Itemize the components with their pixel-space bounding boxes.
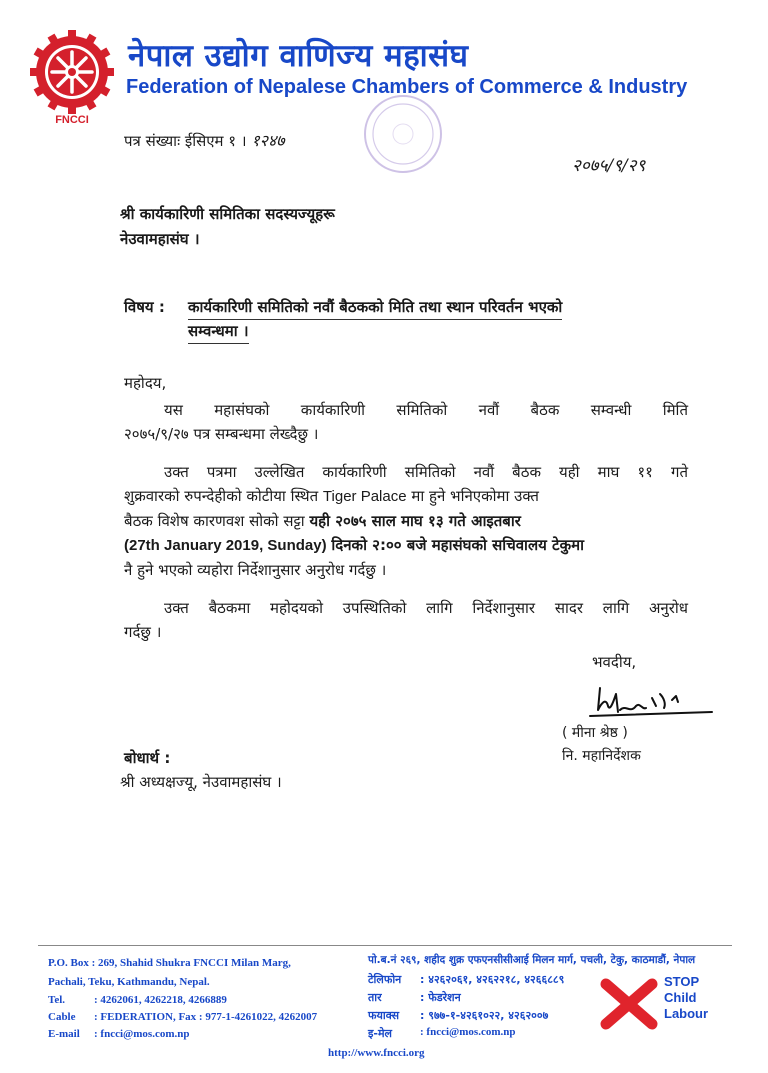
letter-date: २०७५/९/२९ xyxy=(572,156,646,176)
footer-cable-label: Cable xyxy=(48,1011,76,1023)
new-meeting-date-english: (27th January 2019, Sunday) xyxy=(124,537,327,554)
closing: भवदीय, xyxy=(592,653,637,671)
signature xyxy=(580,680,715,722)
reference-handwritten-number: १२४७ xyxy=(251,131,285,150)
footer-tel-label: Tel. xyxy=(48,994,66,1006)
footer-tel-value-nepali: : ४२६२०६१, ४२६२२१८, ४२६६८८९ xyxy=(420,973,565,986)
footer-email-label-nepali: इ-मेल xyxy=(368,1027,393,1040)
footer-email-value-nepali: : fncci@mos.com.np xyxy=(420,1026,516,1038)
footer-cable-value: : FEDERATION, Fax : 977-1-4261022, 4262007 xyxy=(94,1011,318,1023)
new-meeting-date-nepali: यही २०७५ साल माघ १३ गते आइतबार xyxy=(309,512,521,530)
stop-child-labour-mark xyxy=(598,978,660,1030)
stop-child-labour-text xyxy=(664,974,708,1022)
recipient-line-1: श्री कार्यकारिणी समितिका सदस्यज्यूहरू xyxy=(120,205,335,223)
paragraph-1-line-2: २०७५/९/२७ पत्र सम्बन्धमा लेख्दैछु । xyxy=(124,425,319,443)
footer-fax-value-nepali: : ९७७-१-४२६१०२२, ४२६२००७ xyxy=(420,1009,549,1022)
paragraph-3 xyxy=(124,596,688,644)
signature-icon xyxy=(580,680,715,722)
stop-line-3: Labour xyxy=(664,1006,709,1021)
paragraph-1-line-1: यस महासंघको कार्यकारिणी समितिको नवौं बैठक सम्वन्धी मिति xyxy=(164,401,688,419)
footer-address-line-1: P.O. Box : 269, Shahid Shukra FNCCI Milan Marg, xyxy=(48,957,291,969)
paragraph-3-line-2: गर्दछु । xyxy=(124,623,162,641)
footer-fax-label-nepali: फयाक्स xyxy=(368,1009,400,1022)
gear-logo-icon xyxy=(28,28,116,116)
paragraph-2-line-2-b: मा हुने भनिएकोमा उक्त xyxy=(411,487,539,505)
footer-email-label: E-mail xyxy=(48,1028,80,1040)
footer-cable-label-nepali: तार xyxy=(368,991,382,1004)
paragraph-2-line-2 xyxy=(124,484,688,509)
red-x-icon xyxy=(598,978,660,1030)
reference-number xyxy=(124,129,285,151)
paragraph-2 xyxy=(124,460,688,582)
recipient-line-2: नेउवामहासंघ । xyxy=(120,230,200,248)
paragraph-3-line-1: उक्त बैठकमा महोदयको उपस्थितिको लागि निर्देशानुसार सादर लागि अनुरोध xyxy=(164,599,688,617)
footer-tel-value: : 4262061, 4262218, 4266889 xyxy=(94,994,227,1006)
logo-label: FNCCI xyxy=(55,114,89,126)
fncci-logo xyxy=(28,28,116,128)
paragraph-2-line-3-a: बैठक विशेष कारणवश सोको सट्टा xyxy=(124,512,305,530)
paragraph-2-line-3 xyxy=(124,509,688,533)
paragraph-1 xyxy=(124,398,688,446)
paragraph-2-line-4 xyxy=(124,533,688,558)
website-link[interactable]: http://www.fncci.org xyxy=(328,1047,425,1059)
office-stamp xyxy=(345,90,457,182)
signatory-name: ( मीना श्रेष्ठ ) xyxy=(562,725,628,741)
footer-address-line-2: Pachali, Teku, Kathmandu, Nepal. xyxy=(48,976,210,988)
venue-name: Tiger Palace xyxy=(322,488,407,505)
subject-label: विषय : xyxy=(124,298,165,316)
reference-label: पत्र संख्याः ईसिएम १ । xyxy=(124,132,247,150)
footer-tel-label-nepali: टेलिफोन xyxy=(368,973,402,986)
subject-line-1: कार्यकारिणी समितिको नवौं बैठकको मिति तथा स्थान परिवर्तन भएको xyxy=(188,297,562,320)
stop-line-1: STOP xyxy=(664,974,700,989)
stamp-icon xyxy=(345,90,457,182)
org-name-nepali: नेपाल उद्योग वाणिज्य महासंघ xyxy=(128,38,469,74)
new-meeting-time-venue: दिनको २:०० बजे महासंघको सचिवालय टेकुमा xyxy=(331,536,584,554)
org-name-english: Federation of Nepalese Chambers of Commerce & Industry xyxy=(126,76,688,98)
cc-recipient: श्री अध्यक्षज्यू, नेउवामहासंघ । xyxy=(120,773,282,791)
signatory-title: नि. महानिर्देशक xyxy=(562,748,641,764)
subject-line-2: सम्वन्धमा । xyxy=(188,321,249,344)
footer-divider xyxy=(38,945,732,946)
paragraph-2-line-1: उक्त पत्रमा उल्लेखित कार्यकारिणी समितिको नवौं बैठक यही माघ ११ गते xyxy=(164,463,688,481)
cc-label: बोधार्थ : xyxy=(124,749,171,767)
footer-email-value: : fncci@mos.com.np xyxy=(94,1028,190,1040)
salutation: महोदय, xyxy=(124,374,167,392)
paragraph-2-line-5: नै हुने भएको व्यहोरा निर्देशानुसार अनुरोध गर्दछु । xyxy=(124,561,387,579)
footer-address-nepali: पो.ब.नं २६९, शहीद शुक्र एफएनसीसीआई मिलन मार्ग, पचली, टेकु, काठमाडौं, नेपाल xyxy=(368,954,696,966)
footer-cable-value-nepali: : फेडरेशन xyxy=(420,991,461,1004)
paragraph-2-line-2-a: शुक्रवारको रुपन्देहीको कोटीया स्थित xyxy=(124,487,319,505)
stop-line-2: Child xyxy=(664,990,697,1005)
